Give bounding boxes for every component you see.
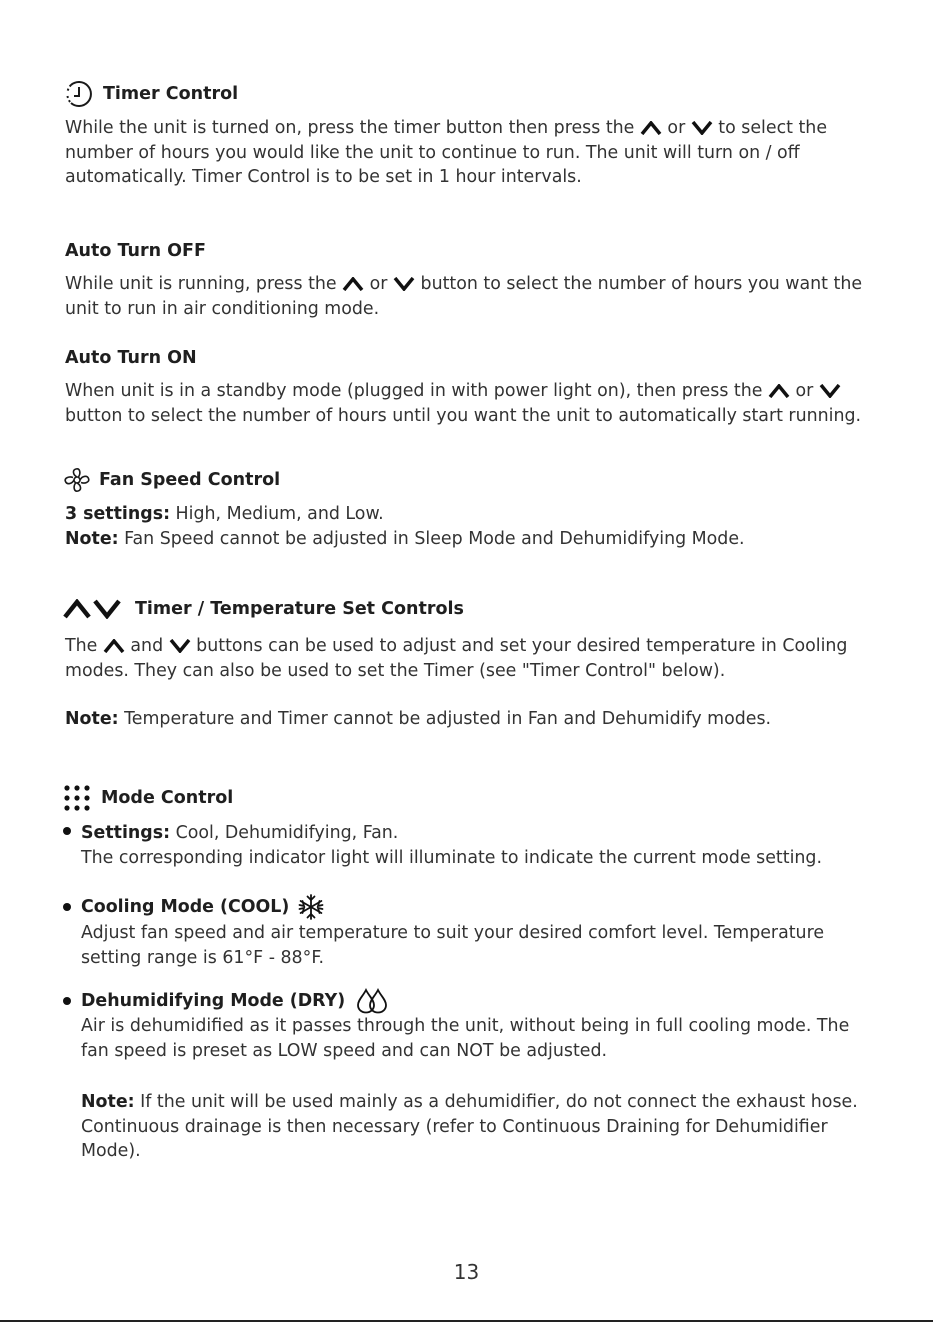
up-down-arrows-icon bbox=[63, 599, 121, 619]
down-arrow-icon bbox=[691, 121, 713, 135]
timer-control-text: While the unit is turned on, press the timer button then press the or to select the number of hours you would like the unit to continue to run. The unit will turn on / off automatically. Timer Control is to be set in 1 hour intervals. bbox=[65, 118, 828, 188]
up-arrow-icon bbox=[103, 639, 125, 653]
down-arrow-icon bbox=[393, 277, 415, 291]
up-arrow-icon bbox=[768, 384, 790, 398]
water-drops-icon bbox=[355, 988, 389, 1014]
dehumidifying-mode-item: Dehumidifying Mode (DRY) Air is dehumidified as it passes through the unit, without being in full cooling mode. The fan speed is preset as LOW speed and can NOT be adjusted. bbox=[81, 988, 881, 1063]
auto-turn-off-heading: Auto Turn OFF bbox=[65, 241, 206, 261]
snowflake-icon bbox=[297, 893, 325, 921]
bullet-dot bbox=[63, 827, 71, 835]
timer-control-heading bbox=[65, 80, 238, 108]
dots-grid-icon bbox=[63, 784, 91, 812]
dehumidifier-note: Note: If the unit will be used mainly as a dehumidifier, do not connect the exhaust hose. Continuous drainage is then necessary (refer to Continuous Draining for Dehumidifier Mode). bbox=[81, 1092, 858, 1162]
bullet-dot bbox=[63, 997, 71, 1005]
auto-turn-on-text: When unit is in a standby mode (plugged in with power light on), then press the or button to select the number of hours until you want the unit to automatically start running. bbox=[65, 381, 862, 426]
up-arrow-icon bbox=[342, 277, 364, 291]
cooling-mode-item: Cooling Mode (COOL) Adjust fan speed and air temperature to suit your desired comfort level. Temperature setting range is 61°F - 88°F. bbox=[81, 893, 881, 970]
bottom-rule bbox=[0, 1320, 933, 1322]
timer-icon bbox=[65, 80, 95, 108]
fan-icon bbox=[63, 467, 91, 493]
temp-set-title: Timer / Temperature Set Controls bbox=[135, 599, 464, 619]
page-number: 13 bbox=[453, 1260, 480, 1284]
mode-control-title: Mode Control bbox=[101, 788, 234, 808]
bullet-dot bbox=[63, 903, 71, 911]
auto-turn-off-text: While unit is running, press the or button to select the number of hours you want the unit to run in air conditioning mode. bbox=[65, 274, 863, 319]
down-arrow-icon bbox=[819, 384, 841, 398]
fan-speed-text: 3 settings: High, Medium, and Low. Note: Fan Speed cannot be adjusted in Sleep Mode and Dehumidifying Mode. bbox=[65, 504, 745, 549]
fan-speed-title: Fan Speed Control bbox=[99, 470, 281, 490]
auto-turn-on-heading: Auto Turn ON bbox=[65, 348, 197, 368]
temp-set-text: The and buttons can be used to adjust and set your desired temperature in Cooling modes. They can also be used to set the Timer (see "Timer Control" below). bbox=[65, 636, 848, 681]
mode-settings-item: Settings: Cool, Dehumidifying, Fan. The corresponding indicator light will illuminate to indicate the current mode setting. bbox=[81, 823, 822, 868]
fan-speed-heading bbox=[63, 467, 280, 493]
temp-set-note: Note: Temperature and Timer cannot be adjusted in Fan and Dehumidify modes. bbox=[65, 709, 772, 729]
up-arrow-icon bbox=[640, 121, 662, 135]
temp-set-heading bbox=[63, 599, 464, 619]
mode-control-heading bbox=[63, 784, 233, 812]
timer-control-title: Timer Control bbox=[103, 84, 239, 104]
down-arrow-icon bbox=[169, 639, 191, 653]
